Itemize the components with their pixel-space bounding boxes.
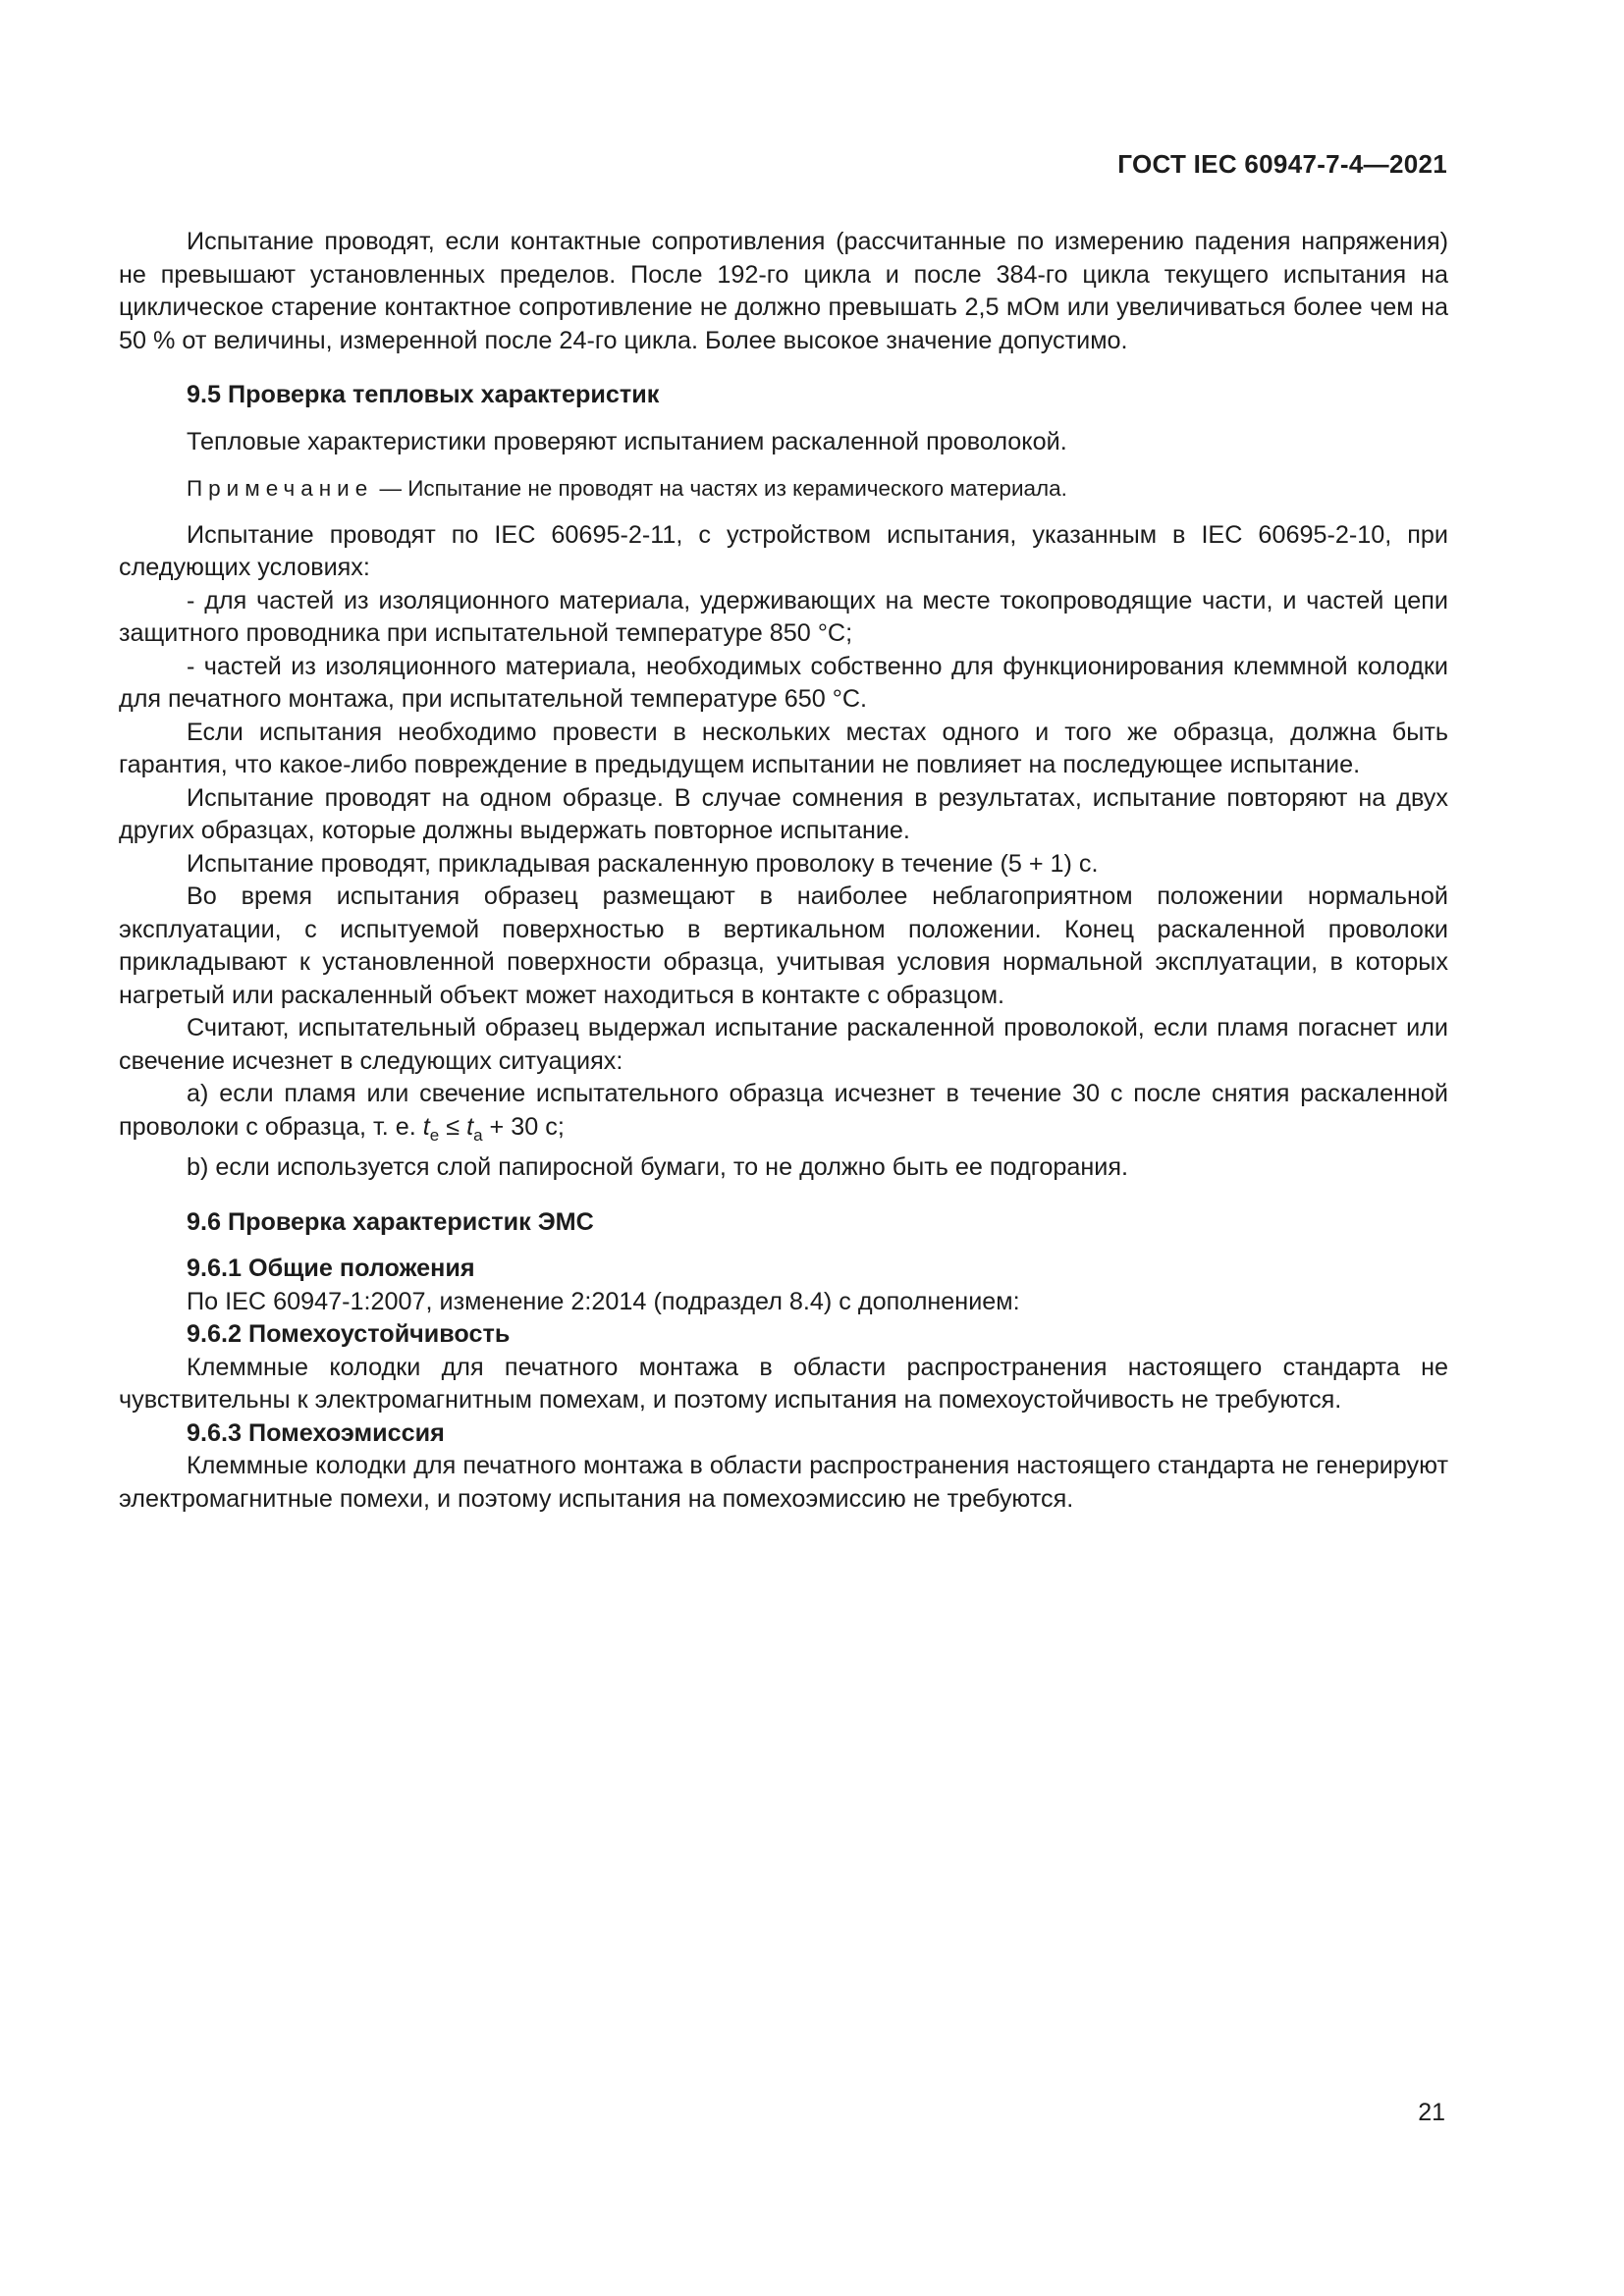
list-item-a-tail: + 30 с; bbox=[482, 1112, 565, 1141]
paragraph: Во время испытания образец размещают в наиболее неблагоприятном положении нормальной эксплуатации, с испытуемой поверхностью в вертикальном положении. Конец раскаленной проволоки прикладывают к установленной поверхности образца, учитывая условия нормальной эксплуатации, в которых нагретый или раскаленный объект может находиться в контакте с образцом. bbox=[119, 882, 1448, 1009]
paragraph: Испытание проводят на одном образце. В случае сомнения в результатах, испытание повторяют на двух других образцах, которые должны выдержать повторное испытание. bbox=[119, 783, 1448, 844]
paragraph: Считают, испытательный образец выдержал испытание раскаленной проволокой, если пламя погаснет или свечение исчезнет в следующих ситуациях: bbox=[119, 1014, 1448, 1075]
paragraph: Тепловые характеристики проверяют испытанием раскаленной проволокой. bbox=[187, 427, 1067, 455]
section-heading-9-6-2: 9.6.2 Помехоустойчивость bbox=[187, 1320, 511, 1349]
formula-ta: $t_a$ bbox=[466, 1112, 483, 1145]
list-item: - для частей из изоляционного материала, удерживающих на месте токопроводящие части, и частей цепи защитного проводника при испытательной температуре 850 °С; bbox=[119, 586, 1448, 647]
note bbox=[119, 472, 1448, 506]
paragraph: По IEC 60947-1:2007, изменение 2:2014 (подраздел 8.4) с дополнением: bbox=[187, 1287, 1020, 1315]
paragraph: Клеммные колодки для печатного монтажа в области распространения настоящего стандарта не генерируют электромагнитные помехи, и поэтому испытания на помехоэмиссию не требуются. bbox=[119, 1452, 1448, 1513]
section-heading-9-6: 9.6 Проверка характеристик ЭМС bbox=[187, 1207, 594, 1236]
section-heading-9-6-3: 9.6.3 Помехоэмиссия bbox=[187, 1418, 445, 1447]
section-heading-9-6-1: 9.6.1 Общие положения bbox=[187, 1255, 475, 1283]
paragraph: Испытание проводят, если контактные сопротивления (рассчитанные по измерению падения напряжения) не превышают установленных пределов. После 192-го цикла и после 384-го цикла текущего испытания на циклическое старение контактное сопротивление не должно превышать 2,5 мОм или увеличиваться более чем на 50 % от величины, измеренной после 24-го цикла. Более высокое значение допустимо. bbox=[119, 228, 1448, 354]
paragraph: Испытание проводят по IEC 60695-2-11, с устройством испытания, указанным в IEC 60695-2-10, при следующих условиях: bbox=[119, 520, 1448, 581]
list-item-a bbox=[119, 1078, 1448, 1151]
formula-leq: ≤ bbox=[439, 1112, 467, 1141]
paragraph: Клеммные колодки для печатного монтажа в области распространения настоящего стандарта не чувствительны к электромагнитным помехам, и поэтому испытания на помехоустойчивость не требуются. bbox=[119, 1353, 1448, 1415]
note-label: Примечание bbox=[187, 476, 374, 501]
list-item-b: b) если используется слой папиросной бумаги, то не должно быть ее подгорания. bbox=[187, 1153, 1128, 1182]
page-number: 21 bbox=[1418, 2099, 1445, 2126]
list-item: - частей из изоляционного материала, необходимых собственно для функционирования клеммной колодки для печатного монтажа, при испытательной температуре 650 °С. bbox=[119, 652, 1448, 713]
section-heading-9-5: 9.5 Проверка тепловых характеристик bbox=[187, 381, 660, 408]
list-item-a-text: а) если пламя или свечение испытательного образца исчезнет в течение 30 с после снятия раскаленной проволоки с образца, т. е. bbox=[119, 1080, 1448, 1141]
note-text: — Испытание не проводят на частях из керамического материала. bbox=[373, 476, 1067, 501]
formula-te: $t_e$ bbox=[422, 1112, 440, 1145]
document-body bbox=[119, 226, 1448, 1516]
page-header: ГОСТ IEC 60947-7-4—2021 bbox=[1117, 149, 1447, 179]
paragraph: Если испытания необходимо провести в нескольких местах одного и того же образца, должна быть гарантия, что какое-либо повреждение в предыдущем испытании не повлияет на последующее испытание. bbox=[119, 718, 1448, 778]
paragraph: Испытание проводят, прикладывая раскаленную проволоку в течение (5 + 1) с. bbox=[187, 849, 1099, 878]
